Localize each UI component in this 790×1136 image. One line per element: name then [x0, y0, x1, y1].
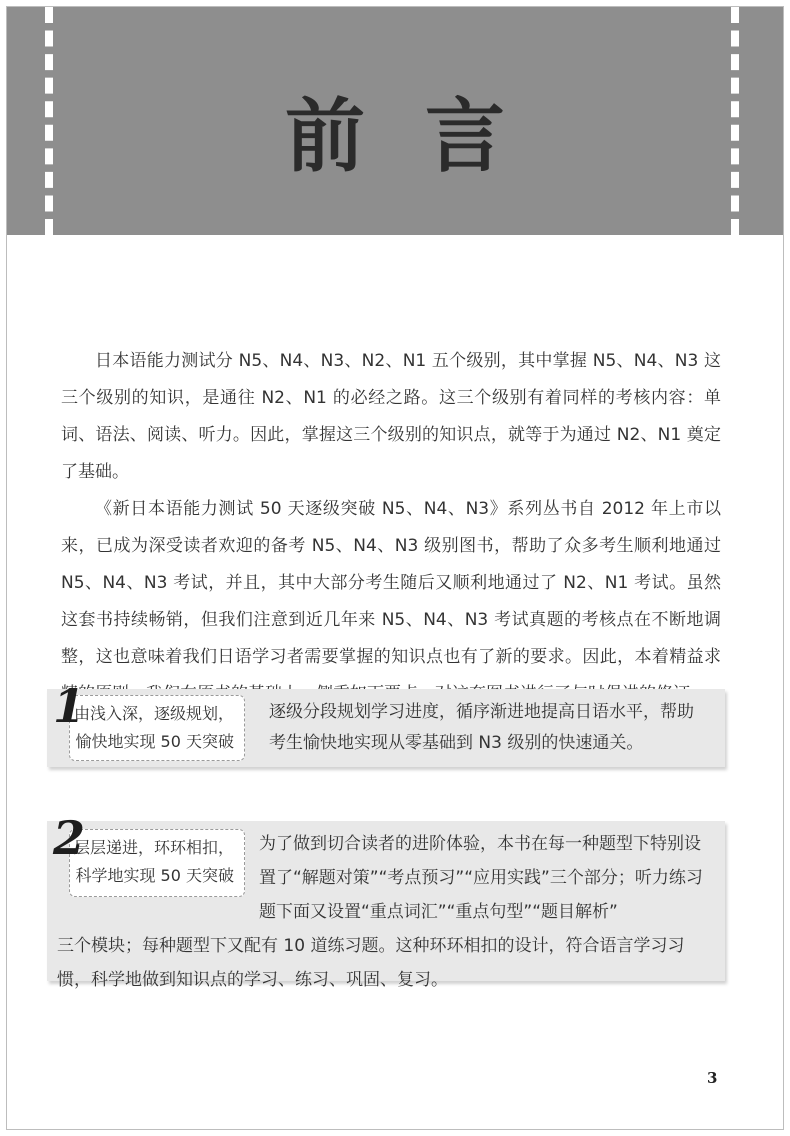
point-2-description-tail: 三个模块；每种题型下又配有 10 道练习题。这种环环相扣的设计，符合语言学习习惯，科学地做到知识点的学习、练习、巩固、复习。 [57, 936, 685, 990]
point-1-label-line-1: 由浅入深，逐级规划， [74, 704, 235, 723]
point-2-label-line-1: 层层递进，环环相扣， [74, 838, 235, 857]
page-title: 前言 [285, 90, 565, 183]
point-2-description [57, 827, 713, 997]
point-2-label-line-2: 科学地实现 50 天突破 [75, 866, 234, 885]
intro-paragraph-2: 《新日本语能力测试 50 天逐级突破 N5、N4、N3》系列丛书自 2012 年上市以来，已成为深受读者欢迎的备考 N5、N4、N3 级别图书，帮助了众多考生顺利地通过 N5、N4、N3 考试，并且，其中大部分考生随后又顺利地通过了 N2、N1 考试。虽然这套书持续畅销，但我们注意到近几年来 N5、N4、N3 考试真题的考核点在不断地调整，这也意味着我们日语学习者需要掌握的知识点也有了新的要求。因此，本着精益求 [61, 499, 721, 667]
point-2-description-head: 为了做到切合读者的进阶体验，本书在每一种题型下特别设置了“解题对策”“考点预习”“应用实践”三个部分；听力练习题下面又设置“重点词汇”“重点句型”“题目解析” [259, 834, 703, 922]
intro-paragraph-1: 日本语能力测试分 N5、N4、N3、N2、N1 五个级别，其中掌握 N5、N4、N3 这三个级别的知识，是通往 N2、N1 的必经之路。这三个级别有着同样的考核内容：单词、语法、阅读、听力。因此，掌握这三个级别的知识点，就等于为通过 N2、N1 奠定了基础。 [61, 351, 721, 482]
page-number: 3 [707, 1069, 718, 1087]
header-band [7, 7, 783, 235]
point-box-2 [47, 811, 725, 990]
intro-text [61, 343, 721, 713]
point-1-label-line-2: 愉快地实现 50 天突破 [75, 732, 234, 751]
book-page [6, 6, 784, 1130]
point-1-number: 1 [53, 679, 86, 733]
point-1-label [69, 695, 245, 761]
point-2-number: 2 [53, 811, 86, 865]
point-box-1 [47, 679, 725, 767]
point-1-description: 逐级分段规划学习进度，循序渐进地提高日语水平，帮助考生愉快地实现从零基础到 N3 级别的快速通关。 [269, 702, 694, 753]
